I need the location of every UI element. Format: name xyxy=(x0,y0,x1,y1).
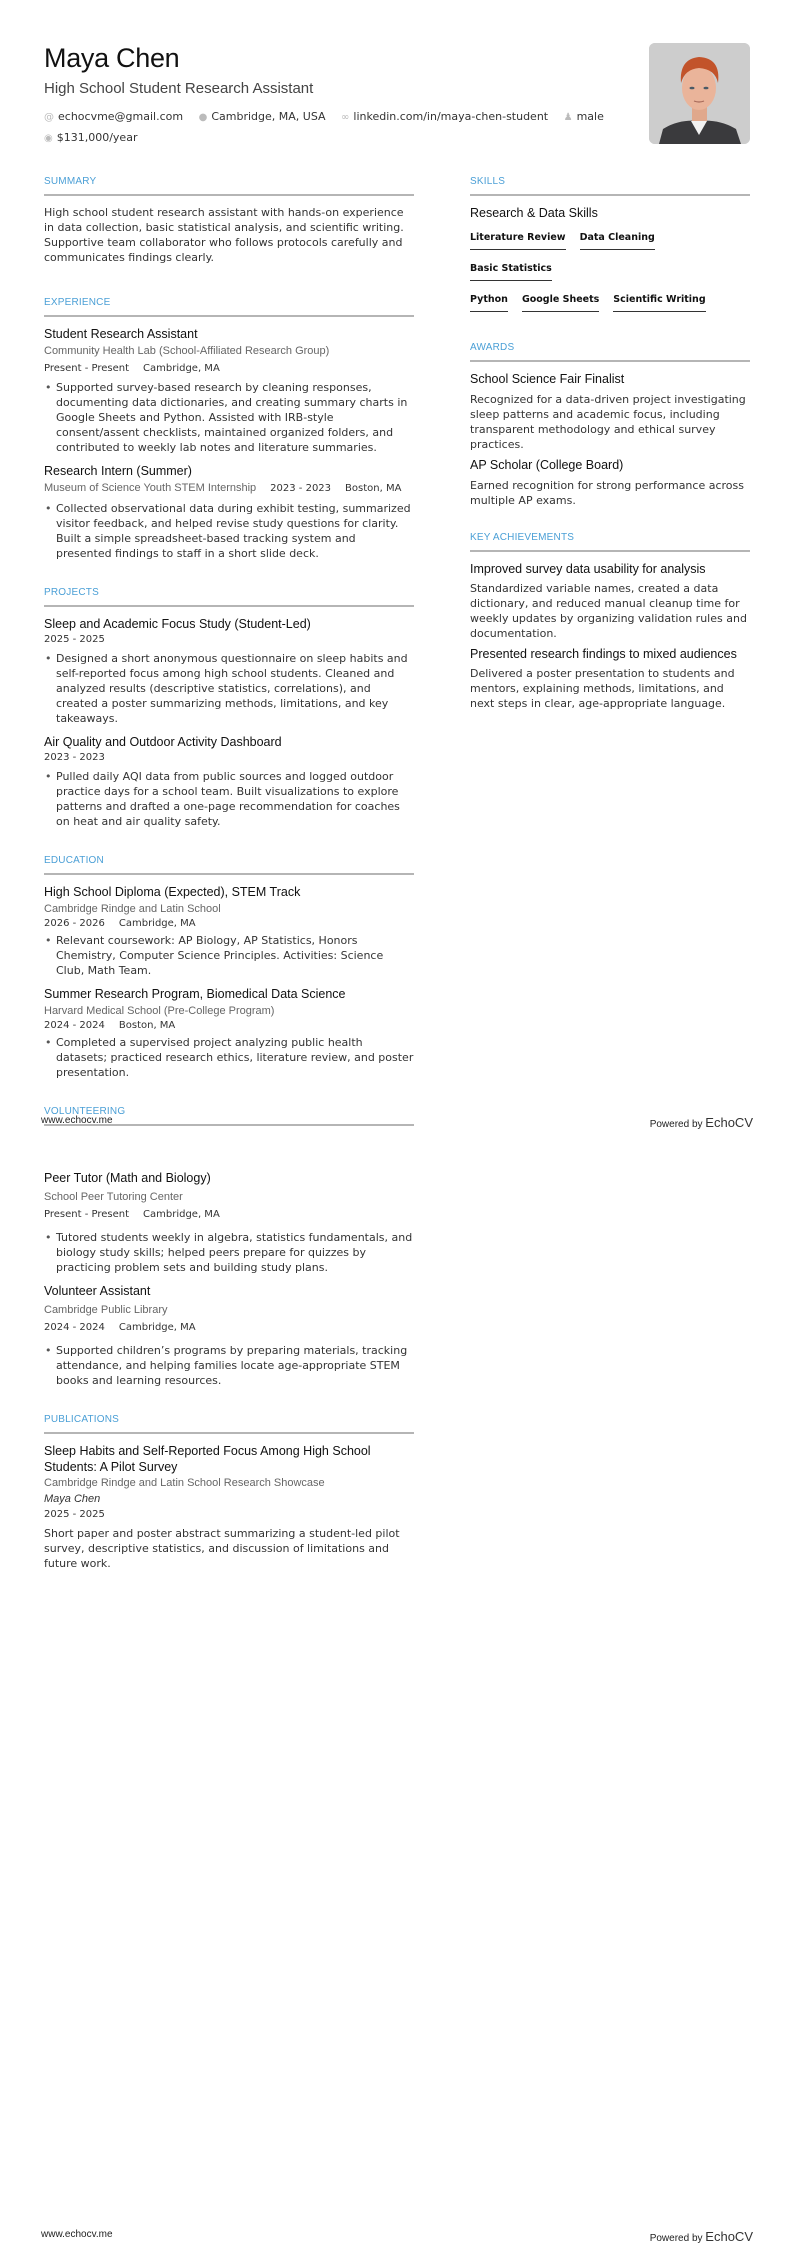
section-divider xyxy=(470,194,750,196)
achievement-title: Improved survey data usability for analysis xyxy=(470,562,706,576)
footer-powered-by: Powered by EchoCV xyxy=(649,2229,753,2244)
volunteering-section xyxy=(44,1170,414,1388)
job-meta xyxy=(44,362,414,376)
achievement-title: Presented research findings to mixed audiences xyxy=(470,647,737,661)
summary-text: High school student research assistant with hands-on experience in data collection, basic statistical analysis, and scientific writing. Supportive team collaborator who follows protocols carefully and communicates findings clearly. xyxy=(44,206,404,264)
project-dates: 2025 - 2025 xyxy=(44,634,105,645)
skill-tags xyxy=(470,225,750,318)
section-heading: EDUCATION xyxy=(44,855,104,866)
section-heading: EXPERIENCE xyxy=(44,297,111,308)
experience-entry xyxy=(44,463,414,561)
footer-brand[interactable]: EchoCV xyxy=(705,1115,753,1130)
footer-powered-by: Powered by EchoCV xyxy=(649,1115,753,1130)
skill-tag: Python xyxy=(470,294,508,312)
education-location: Boston, MA xyxy=(118,1020,176,1031)
job-location: Boston, MA xyxy=(345,483,402,494)
employer: Community Health Lab (School-Affiliated Research Group) xyxy=(44,345,330,357)
achievement-entry xyxy=(470,561,750,641)
candidate-title: High School Student Research Assistant xyxy=(44,80,314,97)
contact-linkedin[interactable]: ∞ linkedin.com/in/maya-chen-student xyxy=(341,110,549,123)
experience-section xyxy=(44,297,414,561)
volunteer-org: School Peer Tutoring Center xyxy=(44,1191,183,1203)
project-entry xyxy=(44,734,414,829)
profile-photo xyxy=(649,43,750,144)
volunteer-org: Cambridge Public Library xyxy=(44,1304,168,1316)
project-dates: 2023 - 2023 xyxy=(44,752,105,763)
achievements-section xyxy=(470,532,750,711)
education-dates: 2024 - 2024 xyxy=(44,1020,105,1031)
project-title: Air Quality and Outdoor Activity Dashboard xyxy=(44,735,282,749)
left-column-page-2 xyxy=(44,1170,414,1579)
award-title: School Science Fair Finalist xyxy=(470,372,625,386)
achievement-entry xyxy=(470,646,750,711)
volunteer-meta xyxy=(44,1321,414,1335)
section-divider xyxy=(44,194,414,196)
award-description: Recognized for a data-driven project investigating sleep patterns and academic focus, including transparent methodology and ethical survey practices. xyxy=(470,393,746,451)
job-bullet: • Collected observational data during exhibit testing, summarized visitor feedback, and helped revise study questions for clarity. Built a simple spreadsheet-based tracking system and presented findings to staff in a short slide deck. xyxy=(44,501,414,561)
employer: Museum of Science Youth STEM Internship xyxy=(44,482,257,494)
section-heading: KEY ACHIEVEMENTS xyxy=(470,532,575,543)
skill-group-title: Research & Data Skills xyxy=(470,206,598,220)
project-bullet: • Designed a short anonymous questionnaire on sleep habits and self-reported focus among high school students. Cleaned and analyzed results (descriptive statistics, correlations), and created a poster summarizing methods, limitations, and key takeaways. xyxy=(44,651,414,726)
contact-salary: ◉ $131,000/year xyxy=(44,131,138,144)
contact-email[interactable]: @ echocvme@gmail.com xyxy=(44,110,184,123)
job-dates: 2023 - 2023 xyxy=(270,483,332,494)
project-entry xyxy=(44,616,414,726)
section-heading: PROJECTS xyxy=(44,587,99,598)
award-entry xyxy=(470,371,750,452)
experience-entry xyxy=(44,326,414,455)
contact-location: ● Cambridge, MA, USA xyxy=(198,110,326,123)
page-footer xyxy=(41,1115,753,1130)
publication-description: Short paper and poster abstract summarizing a student-led pilot survey, descriptive statistics, and discussion of limitations and future work. xyxy=(44,1527,400,1570)
projects-section xyxy=(44,587,414,829)
project-bullet: • Pulled daily AQI data from public sources and logged outdoor practice days for a school team. Built visualizations to explore patterns and drafted a one-page recommendation for coaches on heat and air quality safety. xyxy=(44,769,414,829)
publication-venue: Cambridge Rindge and Latin School Research Showcase xyxy=(44,1477,325,1489)
resume-header xyxy=(44,42,644,149)
school: Cambridge Rindge and Latin School xyxy=(44,903,221,915)
publication-authors: Maya Chen xyxy=(44,1493,101,1505)
at-icon: @ xyxy=(44,112,54,123)
section-divider xyxy=(470,360,750,362)
job-title: Student Research Assistant xyxy=(44,327,198,341)
publications-section xyxy=(44,1414,414,1571)
education-section xyxy=(44,855,414,1080)
education-location: Cambridge, MA xyxy=(118,918,196,929)
section-divider xyxy=(470,550,750,552)
left-column xyxy=(44,176,414,1135)
skill-tag: Google Sheets xyxy=(522,294,599,312)
project-title: Sleep and Academic Focus Study (Student-Led) xyxy=(44,617,311,631)
volunteer-role: Peer Tutor (Math and Biology) xyxy=(44,1171,211,1185)
section-heading: VOLUNTEERING xyxy=(44,1106,126,1117)
skills-section xyxy=(470,176,750,318)
volunteer-dates: 2024 - 2024 xyxy=(44,1322,105,1333)
job-location: Cambridge, MA xyxy=(143,363,220,374)
education-meta xyxy=(44,1019,414,1033)
award-entry xyxy=(470,457,750,508)
job-bullet: • Supported survey-based research by cleaning responses, documenting data dictionaries, and creating summary charts in Google Sheets and Python. Assisted with IRB-style consent/assent checklists, maintained organized folders, and contributed to weekly lab notes and literature summaries. xyxy=(44,380,414,455)
section-divider xyxy=(44,315,414,317)
link-icon: ∞ xyxy=(341,112,350,123)
job-title: Research Intern (Summer) xyxy=(44,464,192,478)
job-meta xyxy=(44,480,414,497)
footer-brand[interactable]: EchoCV xyxy=(705,2229,753,2244)
publication-dates: 2025 - 2025 xyxy=(44,1509,105,1520)
education-entry xyxy=(44,986,414,1080)
volunteer-location: Cambridge, MA xyxy=(118,1322,196,1333)
section-heading: AWARDS xyxy=(470,342,515,353)
contact-gender: ♟ male xyxy=(563,110,604,123)
education-bullet: • Completed a supervised project analyzing public health datasets; practiced research ethics, literature review, and poster presentation. xyxy=(44,1035,414,1080)
volunteer-entry xyxy=(44,1170,414,1275)
education-meta xyxy=(44,917,414,931)
volunteer-bullet: • Tutored students weekly in algebra, statistics fundamentals, and biology study skills; helped peers prepare for quizzes by practicing problem sets and building study plans. xyxy=(44,1230,414,1275)
footer-website[interactable]: www.echocv.me xyxy=(41,2229,113,2240)
person-icon: ♟ xyxy=(563,112,573,123)
section-divider xyxy=(44,1432,414,1434)
degree: High School Diploma (Expected), STEM Track xyxy=(44,885,301,899)
skill-tag: Scientific Writing xyxy=(613,294,705,312)
education-bullet: • Relevant coursework: AP Biology, AP Statistics, Honors Chemistry, Computer Science Principles. Activities: Science Club, Math Team. xyxy=(44,933,414,978)
right-column xyxy=(470,176,750,719)
volunteer-bullet: • Supported children’s programs by preparing materials, tracking attendance, and helping families locate age-appropriate STEM books and learning resources. xyxy=(44,1343,414,1388)
publication-title: Sleep Habits and Self-Reported Focus Among High School Students: A Pilot Survey xyxy=(44,1444,371,1474)
volunteer-role: Volunteer Assistant xyxy=(44,1284,151,1298)
section-divider xyxy=(44,605,414,607)
job-dates: Present - Present xyxy=(44,363,130,374)
education-entry xyxy=(44,884,414,978)
volunteer-dates: Present - Present xyxy=(44,1209,130,1220)
degree: Summer Research Program, Biomedical Data Science xyxy=(44,987,346,1001)
volunteer-location: Cambridge, MA xyxy=(143,1209,220,1220)
page-footer xyxy=(41,2229,753,2244)
volunteer-entry xyxy=(44,1283,414,1388)
dollar-icon: ◉ xyxy=(44,133,53,144)
awards-section xyxy=(470,342,750,508)
publication-entry xyxy=(44,1443,414,1571)
achievement-description: Delivered a poster presentation to students and mentors, explaining methods, limitations, and next steps in clear, age-appropriate language. xyxy=(470,667,735,710)
contact-list xyxy=(44,107,644,149)
award-title: AP Scholar (College Board) xyxy=(470,458,624,472)
skill-tag: Literature Review xyxy=(470,232,566,250)
section-heading: SKILLS xyxy=(470,176,506,187)
award-description: Earned recognition for strong performance across multiple AP exams. xyxy=(470,479,744,507)
section-divider xyxy=(44,873,414,875)
summary-section xyxy=(44,176,414,265)
achievement-description: Standardized variable names, created a data dictionary, and reduced manual cleanup time for weekly updates by organizing validation rules and documentation. xyxy=(470,582,747,640)
skill-tag: Data Cleaning xyxy=(580,232,655,250)
section-heading: SUMMARY xyxy=(44,176,97,187)
candidate-name: Maya Chen xyxy=(44,43,180,73)
location-pin-icon: ● xyxy=(198,112,208,123)
education-dates: 2026 - 2026 xyxy=(44,918,105,929)
footer-website[interactable]: www.echocv.me xyxy=(41,1115,113,1126)
skill-tag: Basic Statistics xyxy=(470,263,552,281)
school: Harvard Medical School (Pre-College Program) xyxy=(44,1005,275,1017)
section-heading: PUBLICATIONS xyxy=(44,1414,120,1425)
volunteer-meta xyxy=(44,1208,414,1222)
